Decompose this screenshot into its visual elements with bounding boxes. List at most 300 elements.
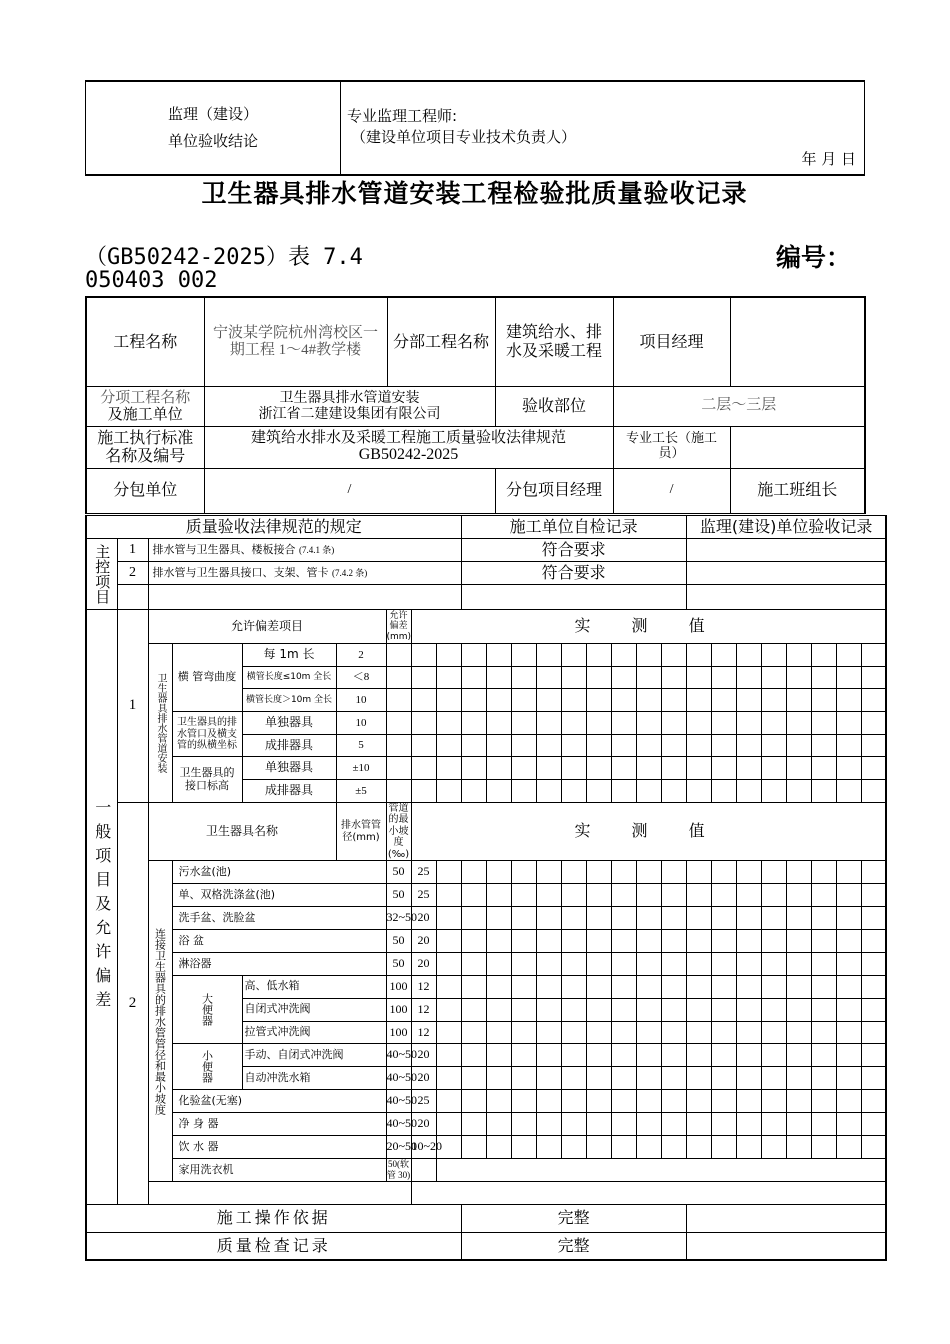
group2-measured-cell [861,1113,886,1136]
main-control-item [148,539,461,562]
group2-measured-cell [436,998,461,1021]
group2-name: 浴 盆 [172,929,386,952]
group1-item: 成排器具 [242,780,336,803]
group1-measured-cell [536,689,561,712]
group2-measured-cell [761,1136,786,1159]
group2-measured-cell [461,1067,486,1090]
group1-measured-cell [461,712,486,735]
group2-measured-cell [811,861,836,884]
group2-header-slope: 管道的最小坡度(‰) [387,802,410,860]
group2-measured-cell [661,1067,686,1090]
group2-measured-cell [536,998,561,1021]
group1-measured-cell [661,666,686,689]
main-control-supervision [686,539,886,562]
group2-measured-cell [686,1021,711,1044]
group1-measured-cell [711,757,736,780]
group2-measured-cell [811,907,836,930]
group2-measured-cell [661,952,686,975]
group2-measured-cell [511,1113,536,1136]
group1-measured-cell [786,689,811,712]
main-control-no [117,585,148,610]
general-group1-no: 1 [117,610,148,803]
group1-tol: 10 [336,712,386,735]
group2-measured-cell [861,929,886,952]
page-title: 卫生器具排水管道安装工程检验批质量验收记录 [201,179,748,208]
group1-measured-cell [586,712,611,735]
group1-measured-cell [661,757,686,780]
group1-measured-cell [611,666,636,689]
group2-measured-cell [461,907,486,930]
group2-measured-cell [686,1090,711,1113]
basis-value: 完整 [461,1204,686,1232]
group2-measured-cell [461,884,486,907]
group1-measured-cell [661,712,686,735]
group2-measured-cell [836,952,861,975]
group2-measured-cell [836,1136,861,1159]
group1-measured-cell [686,689,711,712]
group1-measured-cell [586,757,611,780]
record-label: 质量检查记录 [86,1232,461,1260]
group1-measured-cell [661,734,686,757]
group1-measured-cell [836,780,861,803]
conclusion-date: 年 月 日 [801,149,856,168]
group2-measured-cell [536,952,561,975]
subitem-value [204,386,495,426]
group1-measured-cell [411,712,436,735]
urinal-label: 小便器 [172,1044,242,1090]
group2-measured-cell [586,1090,611,1113]
group2-measured-cell [761,1044,786,1067]
group2-dia: 50(软管 30) [386,1159,411,1180]
group1-measured-cell [861,780,886,803]
group2-measured-cell [661,929,686,952]
group2-measured-cell [861,1044,886,1067]
group2-measured-cell [586,884,611,907]
group2-measured-cell [811,998,836,1021]
group2-measured-cell [611,1044,636,1067]
group2-dia: 100 [386,975,411,998]
group2-dia: 50 [386,929,411,952]
group2-measured-cell [586,1136,611,1159]
group2-measured-cell [461,975,486,998]
group2-measured-cell [786,884,811,907]
group2-measured-cell [636,929,661,952]
group1-item: 横管长度≤10m 全长 [242,666,336,689]
group2-measured-cell [861,1021,886,1044]
group2-measured-cell [536,1136,561,1159]
group2-measured-cell [736,929,761,952]
group1-measured-cell [711,712,736,735]
group2-measured-cell [636,1067,661,1090]
group2-measured-cell [786,1044,811,1067]
group2-measured-cell [486,1090,511,1113]
group2-measured-cell [636,952,661,975]
group2-measured-cell [636,975,661,998]
group2-measured-cell [611,1113,636,1136]
group2-dia: 50 [386,884,411,907]
group2-measured-cell [711,1136,736,1159]
foreman-value [730,426,865,468]
group1-measured-cell [686,780,711,803]
group1-measured-cell [486,712,511,735]
group2-measured-cell [636,1136,661,1159]
group1-tol: ＜8 [336,666,386,689]
group1-measured-cell [511,734,536,757]
group1-measured-cell [636,689,661,712]
group2-measured-cell [586,952,611,975]
group2-measured-cell [686,1113,711,1136]
conclusion-label-line1: 监理（建设） [167,104,258,123]
group2-measured-cell [711,861,736,884]
main-control-clause: (7.4.2 条) [332,567,368,578]
group2-measured-cell [561,1113,586,1136]
group1-measured-cell [461,666,486,689]
group2-header-name: 卫生器具名称 [148,802,336,861]
group1-measured-cell [411,757,436,780]
group2-name: 家用洗衣机 [172,1158,386,1181]
group1-measured-cell [386,734,411,757]
group1-measured-cell [661,780,686,803]
group1-measured-cell [436,780,461,803]
group2-measured-cell [736,907,761,930]
group1-tol: 10 [336,689,386,712]
accept-part-label: 验收部位 [495,386,613,426]
info-table [85,296,866,514]
group2-measured-cell [711,907,736,930]
group1-item: 成排器具 [242,734,336,757]
group2-name: 高、低水箱 [242,975,386,998]
group2-measured-cell [686,1136,711,1159]
group2-name: 拉管式冲洗阀 [242,1021,386,1044]
group1-measured-cell [861,689,886,712]
group1-measured-cell [836,734,861,757]
group2-slope: 25 [411,884,436,907]
group2-measured-cell [736,975,761,998]
group2-measured-cell [436,907,461,930]
group2-name: 自闭式冲洗阀 [242,998,386,1021]
group2-measured-cell [736,1136,761,1159]
group2-measured-cell [536,861,561,884]
group1-measured-cell [711,689,736,712]
general-empty-measured [411,1181,886,1204]
group2-measured-cell [786,975,811,998]
group1-tol: 2 [336,644,386,667]
group2-measured-cell [811,1067,836,1090]
group2-measured-cell [736,1044,761,1067]
group2-dia: 40~50 [386,1044,411,1067]
standard-ref: （GB50242-2025）表 7.4 [85,245,363,270]
group2-measured-cell [661,861,686,884]
main-control-supervision [686,585,886,610]
group2-measured-cell [861,884,886,907]
group2-measured-cell [861,998,886,1021]
group2-measured-cell [586,998,611,1021]
group2-measured-cell [761,952,786,975]
group2-measured-cell [536,1090,561,1113]
group2-measured-cell [686,929,711,952]
group2-measured-cell [711,1113,736,1136]
group2-measured-cell [561,975,586,998]
group2-measured-cell [686,975,711,998]
group2-slope: 20 [411,1044,436,1067]
group2-slope: 10~20 [411,1136,436,1159]
group1-measured-cell [686,644,711,667]
group1-measured-cell [686,734,711,757]
self-check-header: 施工单位自检记录 [461,516,686,539]
group2-measured-cell [711,1044,736,1067]
group1-measured-cell [536,644,561,667]
group2-measured-cell [586,907,611,930]
group1-measured-cell [786,666,811,689]
group1-measured-cell [436,734,461,757]
basis-label: 施工操作依据 [86,1204,461,1232]
group1-subcategory: 卫生器具的接口标高 [172,757,242,802]
group2-measured-cell [511,1044,536,1067]
group2-slope: 20 [411,929,436,952]
group2-measured-cell [461,861,486,884]
group2-measured-cell [836,1044,861,1067]
group2-measured-cell [611,998,636,1021]
group1-measured-cell [786,712,811,735]
group2-measured-cell [736,1113,761,1136]
group2-measured-cell [786,1136,811,1159]
group1-measured-cell [661,644,686,667]
group1-measured-cell [611,644,636,667]
group1-measured-cell [461,780,486,803]
group1-measured-cell [536,757,561,780]
group2-measured-cell [811,1044,836,1067]
group1-measured-cell [636,780,661,803]
group2-dia: 100 [386,1021,411,1044]
main-control-item [148,585,461,610]
group2-measured-cell [811,1136,836,1159]
group2-measured-cell [461,1044,486,1067]
basis-supervision [686,1204,886,1232]
group1-measured-cell [686,712,711,735]
group2-measured-cell [511,929,536,952]
group2-measured-cell [686,1067,711,1090]
group1-measured-cell [486,780,511,803]
group2-measured-cell [661,1044,686,1067]
group2-measured-cell [686,952,711,975]
group1-measured-cell [436,689,461,712]
group1-measured-cell [761,689,786,712]
group2-measured-cell [811,1090,836,1113]
group2-slope: 20 [411,907,436,930]
conclusion-label-line2: 单位验收结论 [167,132,258,150]
group2-measured-cell [736,998,761,1021]
group2-measured-cell [586,1113,611,1136]
group2-measured-cell [611,861,636,884]
group2-dia: 50 [386,952,411,975]
group2-measured-cell [636,1044,661,1067]
group2-measured-cell [461,929,486,952]
sub-unit-label: 分包单位 [86,468,204,513]
group2-measured-cell [836,998,861,1021]
group1-measured-cell [636,644,661,667]
group2-measured-cell [486,975,511,998]
group2-measured-cell [786,929,811,952]
group1-measured-cell [736,666,761,689]
group1-measured-cell [586,780,611,803]
group2-measured-cell [736,1067,761,1090]
group2-measured-cell [761,929,786,952]
sub-pm-label: 分包项目经理 [495,468,613,513]
group2-measured-cell [486,929,511,952]
group1-tol: ±10 [336,757,386,780]
group1-measured-cell [811,757,836,780]
group1-measured-cell [561,712,586,735]
group2-measured-cell [486,952,511,975]
group1-measured-cell [611,757,636,780]
group2-slope: 12 [411,975,436,998]
group2-measured-cell [861,907,886,930]
group1-measured-cell [811,666,836,689]
group1-measured-cell [711,644,736,667]
group1-measured-cell [586,644,611,667]
group2-measured-cell [786,1021,811,1044]
group2-measured-cell [561,998,586,1021]
group2-measured-cell [461,1090,486,1113]
group2-measured-cell [436,1021,461,1044]
group2-measured-cell [586,1067,611,1090]
group1-measured-cell [411,780,436,803]
group2-measured-cell [836,861,861,884]
group2-measured-cell [686,907,711,930]
sub-pm-value: / [613,468,730,513]
group1-measured-cell [511,780,536,803]
group2-measured-cell [836,1067,861,1090]
group2-measured-cell [511,1090,536,1113]
record-value: 完整 [461,1232,686,1260]
group2-measured-cell [786,907,811,930]
group2-measured-cell [711,952,736,975]
group2-measured-label: 实 测 值 [411,802,886,861]
group2-measured-cell [611,907,636,930]
group1-header-tol: 允许偏差(mm) [386,610,412,642]
group1-measured-cell [461,757,486,780]
division-label: 分部工程名称 [387,297,495,386]
main-control-result: 符合要求 [461,562,686,585]
group1-measured-cell [836,712,861,735]
group1-measured-cell [761,734,786,757]
main-control-supervision [686,562,886,585]
group2-measured-cell [486,861,511,884]
group2-measured-cell [761,1090,786,1113]
group2-measured-cell [761,1113,786,1136]
group2-measured-cell [611,1067,636,1090]
group1-measured-cell [636,712,661,735]
group1-measured-cell [561,757,586,780]
group2-measured-cell [786,1113,811,1136]
std-value-b: GB50242-2025 [358,446,459,464]
general-label: 一般项目及允许偏差 [86,610,117,1205]
group1-measured-cell [786,734,811,757]
group2-measured-cell [661,1136,686,1159]
group2-dia: 20~50 [386,1136,411,1159]
group2-measured-cell [486,907,511,930]
group2-slope: 20 [411,952,436,975]
group1-measured-cell [636,757,661,780]
group1-measured-cell [536,780,561,803]
project-name-label: 工程名称 [86,297,204,386]
group1-measured-cell [811,689,836,712]
group2-measured-cell [786,998,811,1021]
group2-measured-cell [436,1044,461,1067]
group2-measured-cell [611,929,636,952]
group2-measured-cell [661,884,686,907]
group1-measured-cell [761,712,786,735]
group2-measured-cell [611,884,636,907]
group1-measured-cell [511,712,536,735]
group2-measured-cell [711,1021,736,1044]
group1-measured-cell [811,712,836,735]
group2-measured-empty [436,1158,886,1181]
group1-item: 横管长度＞10m 全长 [242,689,336,712]
group2-measured-cell [511,1136,536,1159]
group2-measured-cell [536,884,561,907]
group2-measured-cell [861,975,886,998]
group2-slope: 20 [411,1067,436,1090]
group2-measured-cell [436,1090,461,1113]
group2-measured-cell [511,884,536,907]
group2-measured-cell [511,1067,536,1090]
group2-measured-cell [536,1113,561,1136]
group1-measured-cell [861,734,886,757]
group2-measured-cell [461,1113,486,1136]
group1-measured-cell [861,757,886,780]
group1-measured-cell [711,666,736,689]
group2-measured-cell [661,975,686,998]
group2-measured-cell [611,1136,636,1159]
group1-measured-cell [736,757,761,780]
group1-measured-cell [511,644,536,667]
subitem-value-a: 卫生器具排水管道安装 [279,389,420,406]
group1-measured-cell [761,644,786,667]
group1-measured-cell [511,666,536,689]
group2-measured-cell [811,975,836,998]
group1-measured-cell [561,666,586,689]
subitem-value-b: 浙江省二建建设集团有限公司 [258,406,441,422]
group2-measured-cell [561,861,586,884]
group2-measured-cell [811,929,836,952]
group2-measured-cell [811,952,836,975]
group2-measured-cell [661,1113,686,1136]
group1-measured-cell [736,644,761,667]
group1-measured-cell [836,757,861,780]
group2-measured-cell [736,1021,761,1044]
group2-name: 化验盆(无塞) [172,1090,386,1113]
group2-measured-cell [686,884,711,907]
group2-name: 饮 水 器 [172,1136,386,1159]
group2-measured-cell [586,1044,611,1067]
group2-measured-cell [561,1067,586,1090]
group2-measured-cell [561,952,586,975]
group2-measured-cell [486,1021,511,1044]
group1-tol: ±5 [336,780,386,803]
group2-measured-cell [536,907,561,930]
group2-measured-cell [761,884,786,907]
group2-measured-cell [761,907,786,930]
group1-measured-cell [536,712,561,735]
subitem-label-b: 及施工单位 [107,405,183,423]
group1-measured-cell [861,644,886,667]
group1-measured-cell [711,734,736,757]
group2-measured-cell [711,998,736,1021]
group1-item: 每 1m 长 [242,644,336,667]
group1-measured-cell [786,780,811,803]
group1-measured-cell [411,689,436,712]
